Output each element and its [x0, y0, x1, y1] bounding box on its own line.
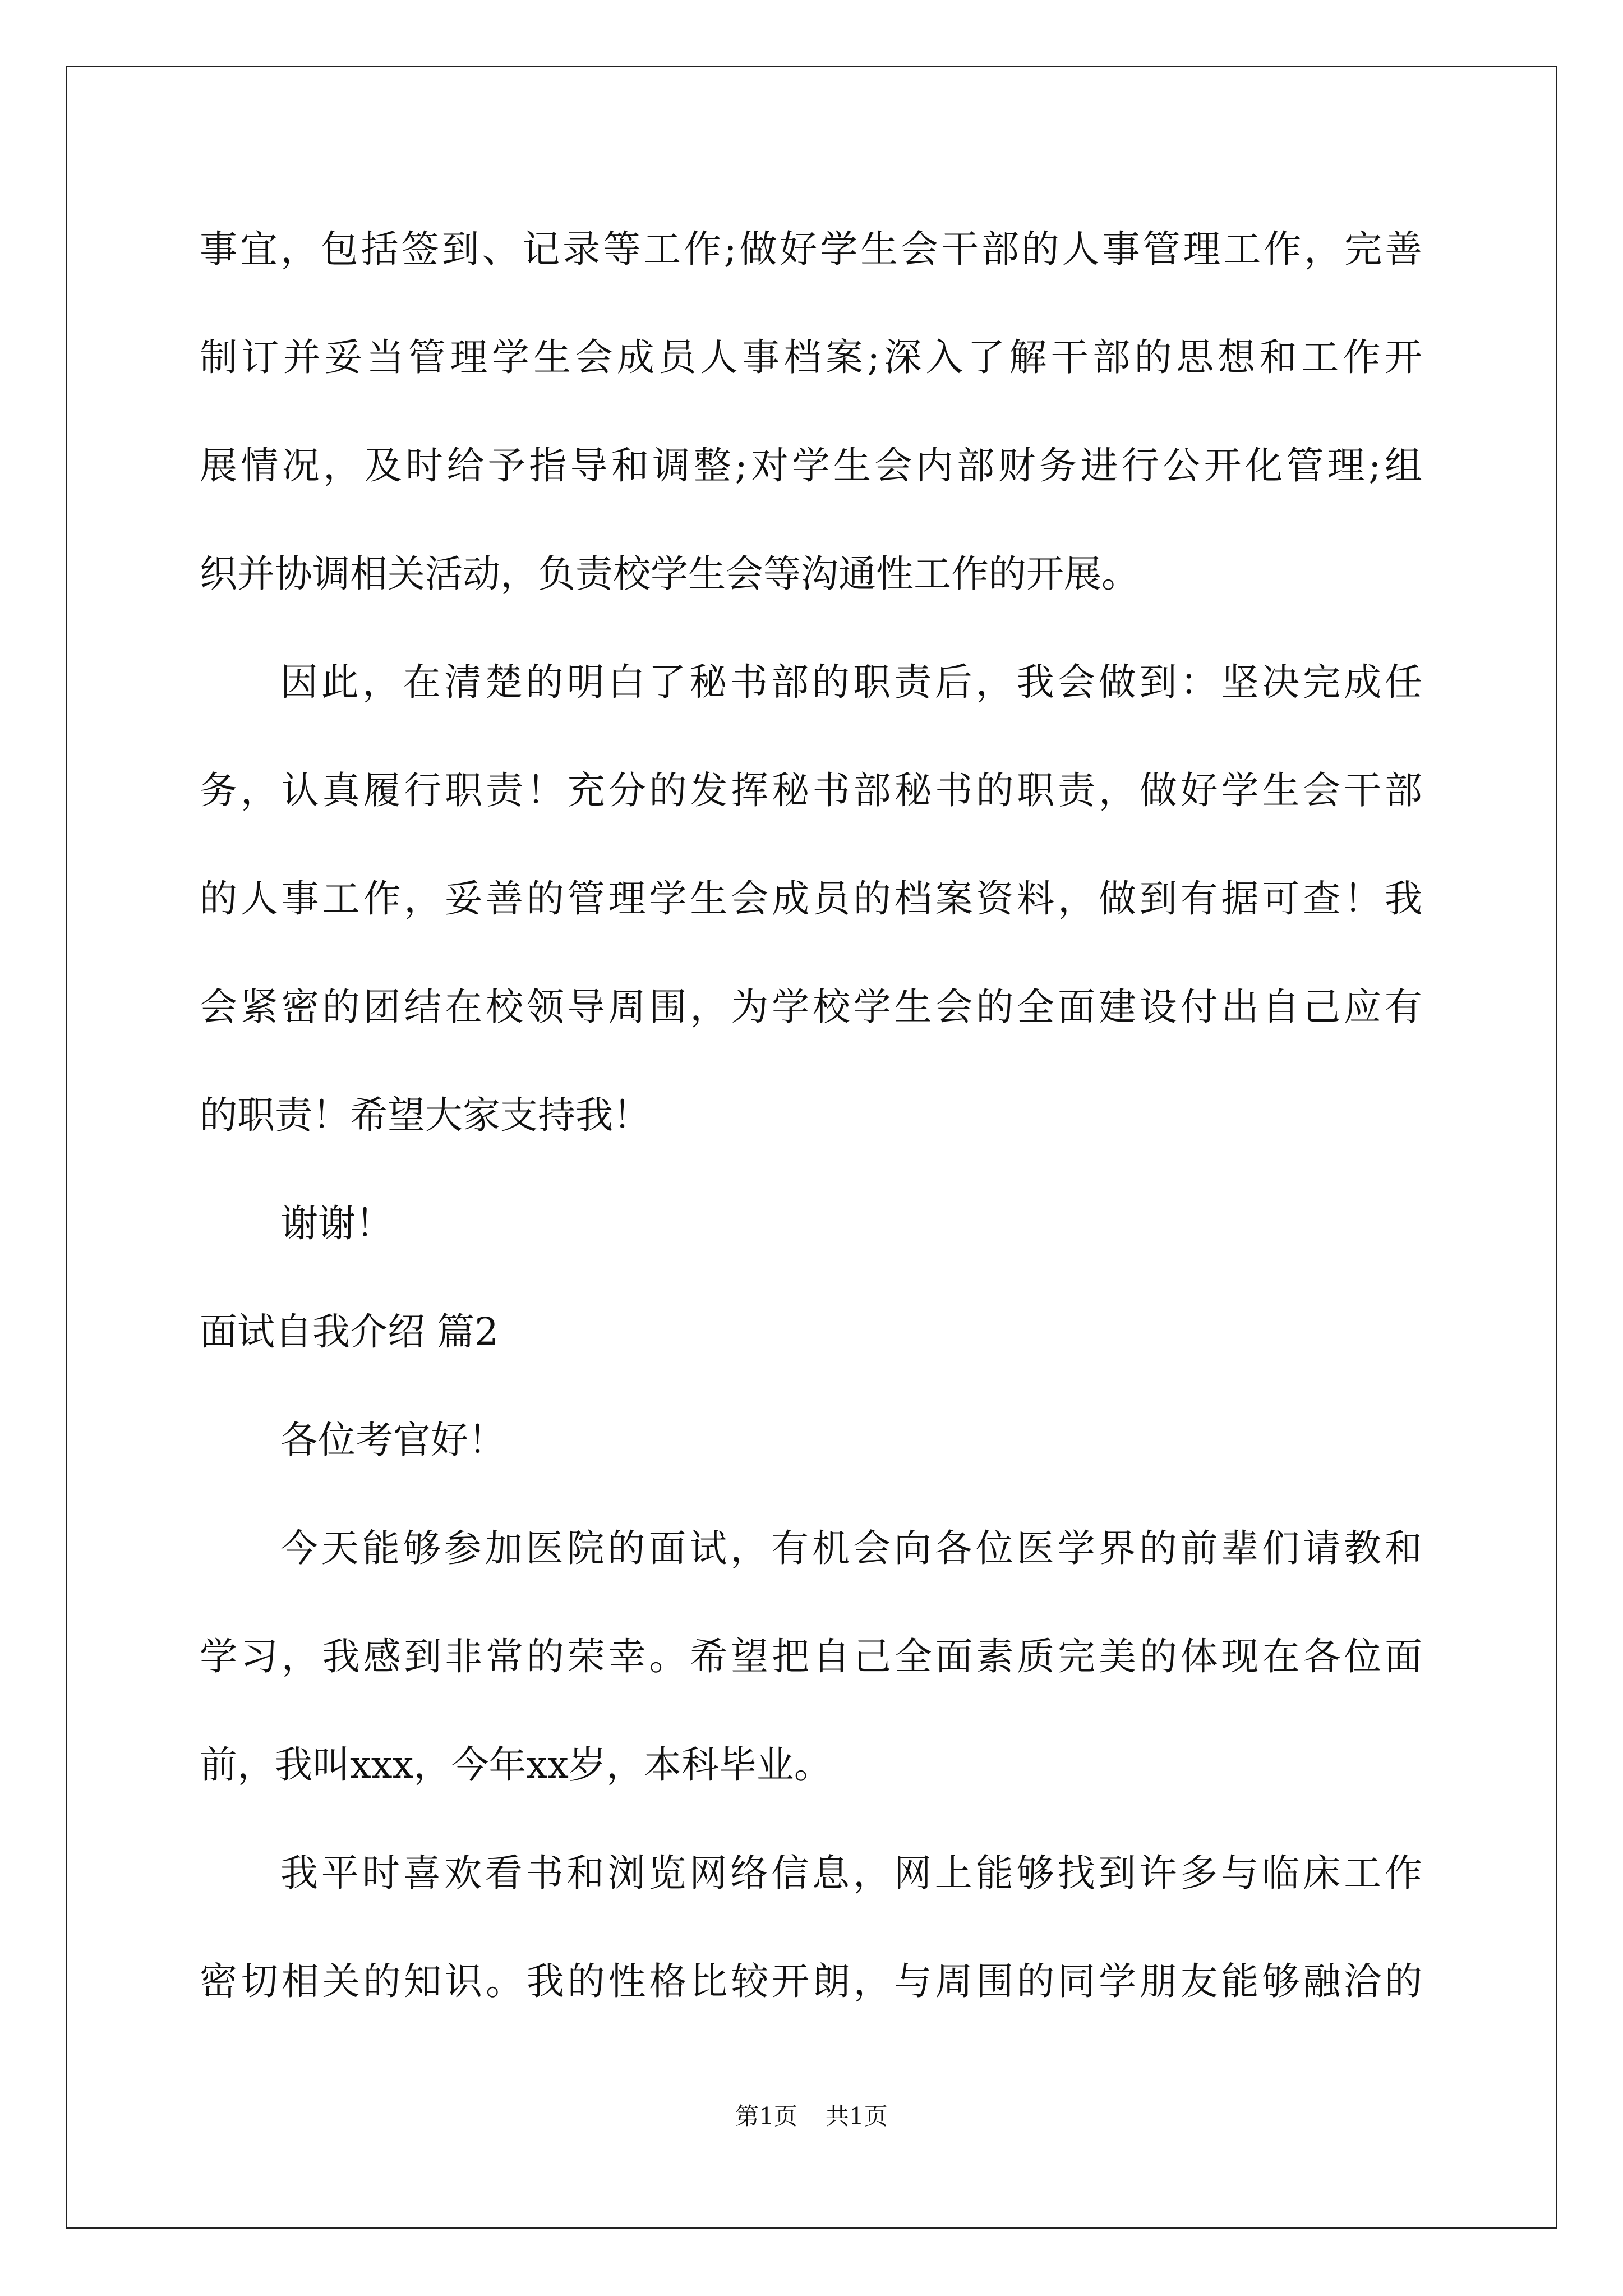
- paragraph-line: 的职责！希望大家支持我！: [200, 1093, 651, 1137]
- paragraph-line: 的人事工作，妥善的管理学生会成员的档案资料，做到有据可查！我: [200, 877, 1422, 921]
- paragraph-line: 学习，我感到非常的荣幸。希望把自己全面素质完美的体现在各位面: [200, 1635, 1422, 1678]
- paragraph-line: 会紧密的团结在校领导周围，为学校学生会的全面建设付出自己应有: [200, 985, 1422, 1029]
- paragraph-line: 因此，在清楚的明白了秘书部的职责后，我会做到：坚决完成任: [280, 660, 1422, 704]
- paragraph-line: 织并协调相关活动，负责校学生会等沟通性工作的开展。: [200, 552, 1139, 596]
- paragraph-line: 制订并妥当管理学生会成员人事档案;深入了解干部的思想和工作开: [200, 335, 1422, 379]
- page-footer: [0, 2098, 1623, 2132]
- page-number: 第1页: [735, 2102, 797, 2130]
- paragraph-line: 务，认真履行职责！充分的发挥秘书部秘书的职责，做好学生会干部: [200, 769, 1422, 812]
- paragraph-line: 我平时喜欢看书和浏览网络信息，网上能够找到许多与临床工作: [280, 1851, 1422, 1895]
- paragraph-line: 今天能够参加医院的面试，有机会向各位医学界的前辈们请教和: [280, 1526, 1422, 1570]
- paragraph-line: 密切相关的知识。我的性格比较开朗，与周围的同学朋友能够融洽的: [200, 1959, 1422, 2003]
- thanks-line: 谢谢！: [280, 1202, 393, 1245]
- page-total: 共1页: [826, 2102, 888, 2130]
- section-heading: 面试自我介绍 篇2: [200, 1310, 499, 1354]
- paragraph-line: 展情况，及时给予指导和调整;对学生会内部财务进行公开化管理;组: [200, 444, 1422, 487]
- paragraph-line: 事宜，包括签到、记录等工作;做好学生会干部的人事管理工作，完善: [200, 227, 1422, 271]
- paragraph-line: 前，我叫xxx，今年xx岁，本科毕业。: [200, 1743, 832, 1787]
- greeting-line: 各位考官好！: [280, 1418, 506, 1462]
